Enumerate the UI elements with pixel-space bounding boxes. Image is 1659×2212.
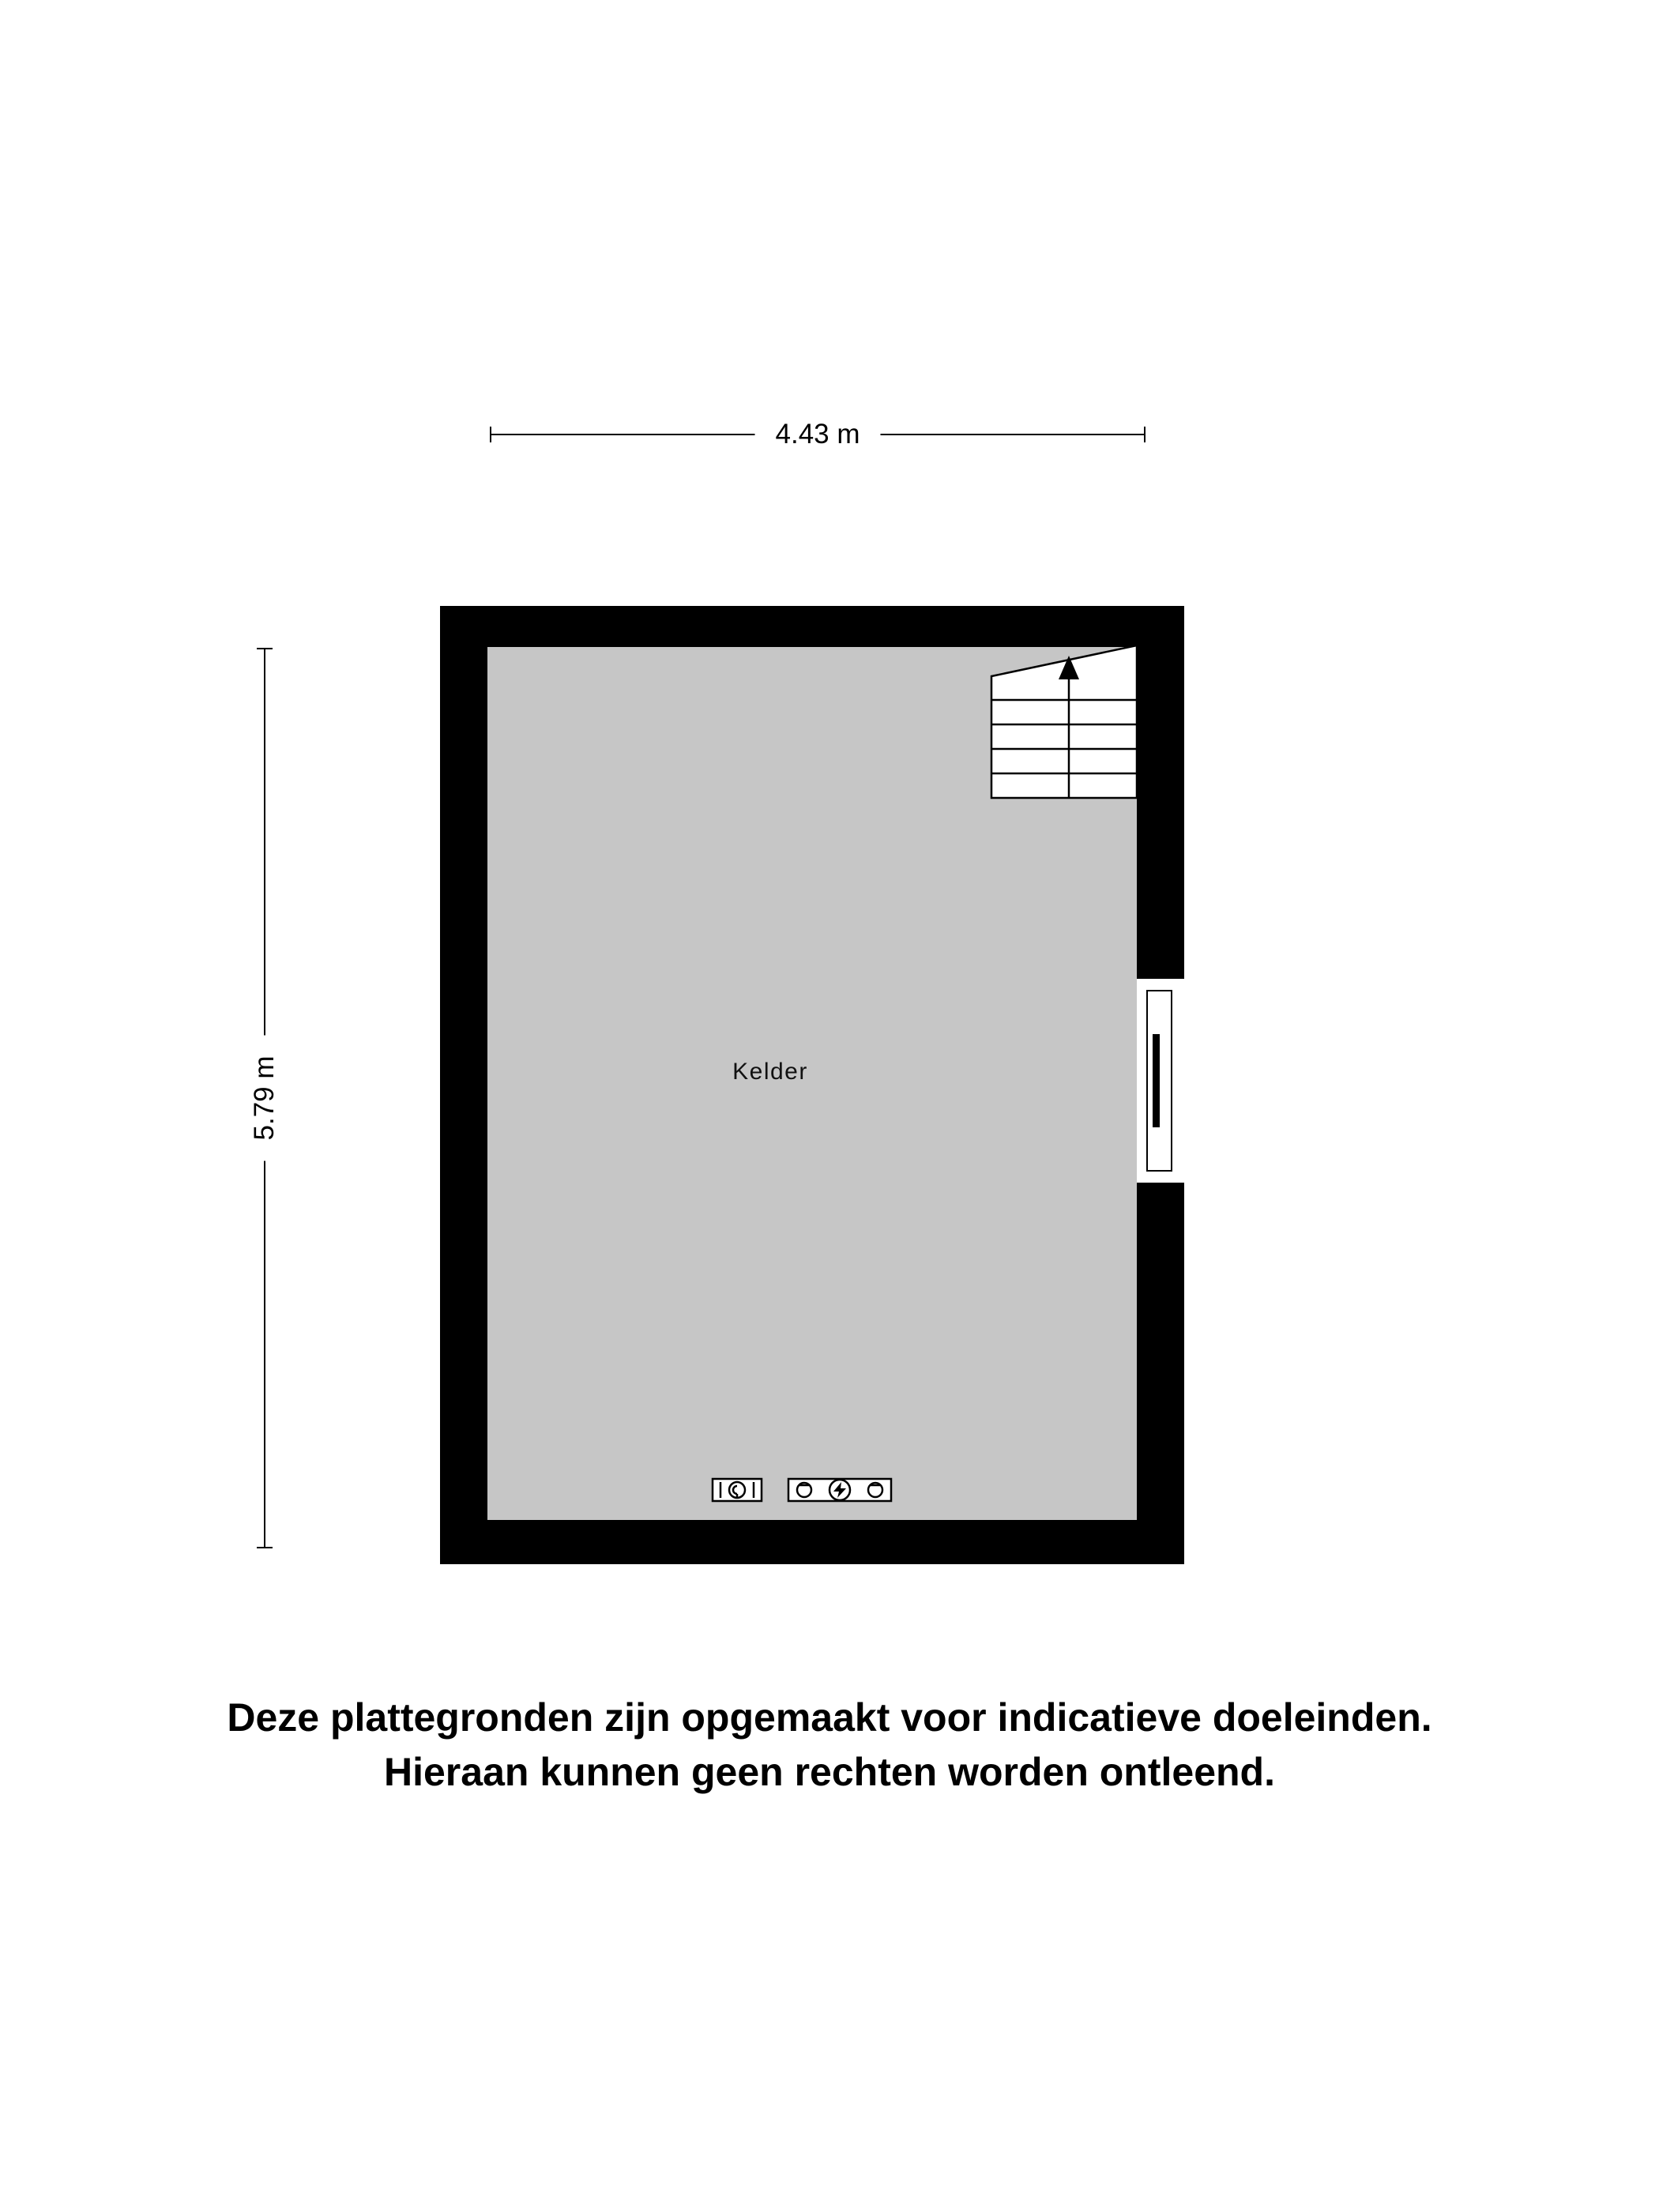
dimension-width-label: 4.43 m — [755, 411, 881, 458]
dimension-width-cap-right — [1144, 427, 1146, 442]
dimension-height-label: 5.79 m — [241, 1036, 288, 1161]
ceiling-light-symbol — [713, 1479, 762, 1501]
electrical-symbols-group — [711, 1471, 916, 1509]
disclaimer-line-2: Hieraan kunnen geen rechten worden ontleend. — [384, 1750, 1275, 1794]
dimension-width — [490, 411, 1146, 458]
dimension-height-cap-top — [257, 648, 273, 649]
disclaimer-text — [0, 1691, 1659, 1800]
power-outlet-symbol — [788, 1479, 891, 1501]
dimension-height — [237, 648, 292, 1548]
room-label-text: Kelder — [732, 1059, 808, 1085]
dimension-width-cap-left — [490, 427, 491, 442]
disclaimer-line-1: Deze plattegronden zijn opgemaakt voor indicatieve doeleinden. — [227, 1695, 1432, 1740]
room-label-kelder — [0, 1059, 1659, 1085]
staircase-up-arrow — [991, 645, 1138, 795]
dimension-height-cap-bottom — [257, 1547, 273, 1548]
